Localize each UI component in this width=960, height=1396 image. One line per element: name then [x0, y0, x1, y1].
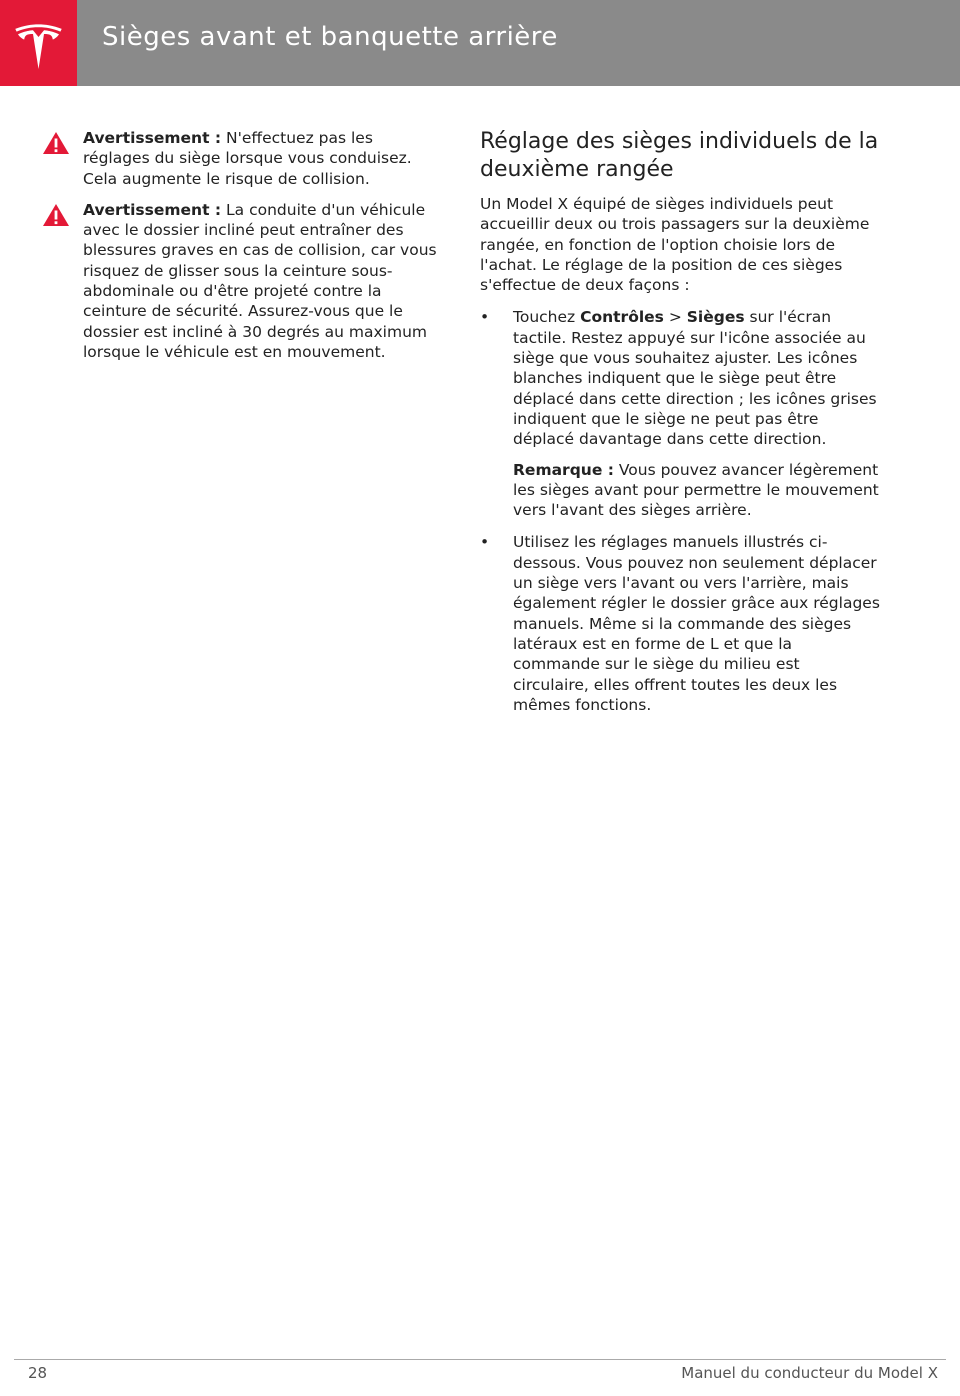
list-item-text: Utilisez les réglages manuels illustrés ci-dessous. Vous pouvez non seulement déplacer un siège vers l'avant ou vers l'arrière, mais également régler le dossier grâce aux réglages manuels. Même si la commande des sièges latéraux est en forme de L et que la commande sur le siège du milieu est circulaire, elles offrent toutes les deux les mêmes fonctions.: [513, 533, 880, 714]
brand-logo-box: [0, 0, 77, 86]
adjustment-list: [480, 307, 880, 715]
bullet: •: [480, 308, 490, 327]
content-column: [480, 128, 880, 727]
list-item-text: Touchez Contrôles > Sièges sur l'écran tactile. Restez appuyé sur l'icône associée au siège que vous souhaitez ajuster. Les icônes blanches indiquent que le siège peut être déplacé dans cette direction ; les icônes grises indiquent que le siège ne peut pas être déplacé davantage dans cette direction.: [513, 308, 877, 449]
section-intro: Un Model X équipé de sièges individuels peut accueillir deux ou trois passagers sur la deuxième rangée, en fonction de l'option choisie lors de l'achat. Le réglage de la position de ces sièges s'effectue de deux façons :: [480, 195, 870, 295]
warning-triangle-icon: [42, 131, 70, 155]
warning-text: La conduite d'un véhicule avec le dossier incliné peut entraîner des blessures graves en cas de collision, car vous risquez de glisser sous la ceinture sous-abdominale ou d'être projeté contre la ceinture de sécurité. Assurez-vous que le dossier est incliné à 30 degrés au maximum lorsque le véhicule est en mouvement.: [83, 200, 437, 361]
tesla-logo-icon: [13, 17, 64, 69]
page-number: 28: [28, 1364, 48, 1382]
note-block: [513, 460, 880, 521]
footer-title: Manuel du conducteur du Model X: [681, 1364, 938, 1382]
bullet: •: [480, 533, 490, 552]
warnings-column: [40, 128, 440, 373]
seats-menu-label: Sièges: [686, 308, 745, 327]
page-title: Sièges avant et banquette arrière: [102, 22, 558, 52]
warning-triangle-icon: [42, 203, 70, 227]
note-label: Remarque :: [513, 460, 614, 479]
warning-block: [40, 200, 440, 362]
controls-menu-label: Contrôles: [580, 308, 664, 327]
warning-block: [40, 128, 440, 189]
list-item: [480, 307, 880, 520]
section-heading: Réglage des sièges individuels de la deuxième rangée: [480, 129, 879, 182]
warning-text: N'effectuez pas les réglages du siège lorsque vous conduisez. Cela augmente le risque de collision.: [83, 129, 412, 188]
warning-label: Avertissement :: [83, 200, 222, 219]
list-item: [480, 532, 880, 715]
note-text: Vous pouvez avancer légèrement les sièges avant pour permettre le mouvement vers l'avant des sièges arrière.: [513, 460, 879, 520]
page-header: [0, 0, 960, 86]
warning-label: Avertissement :: [83, 129, 222, 147]
footer-divider: [14, 1359, 946, 1360]
